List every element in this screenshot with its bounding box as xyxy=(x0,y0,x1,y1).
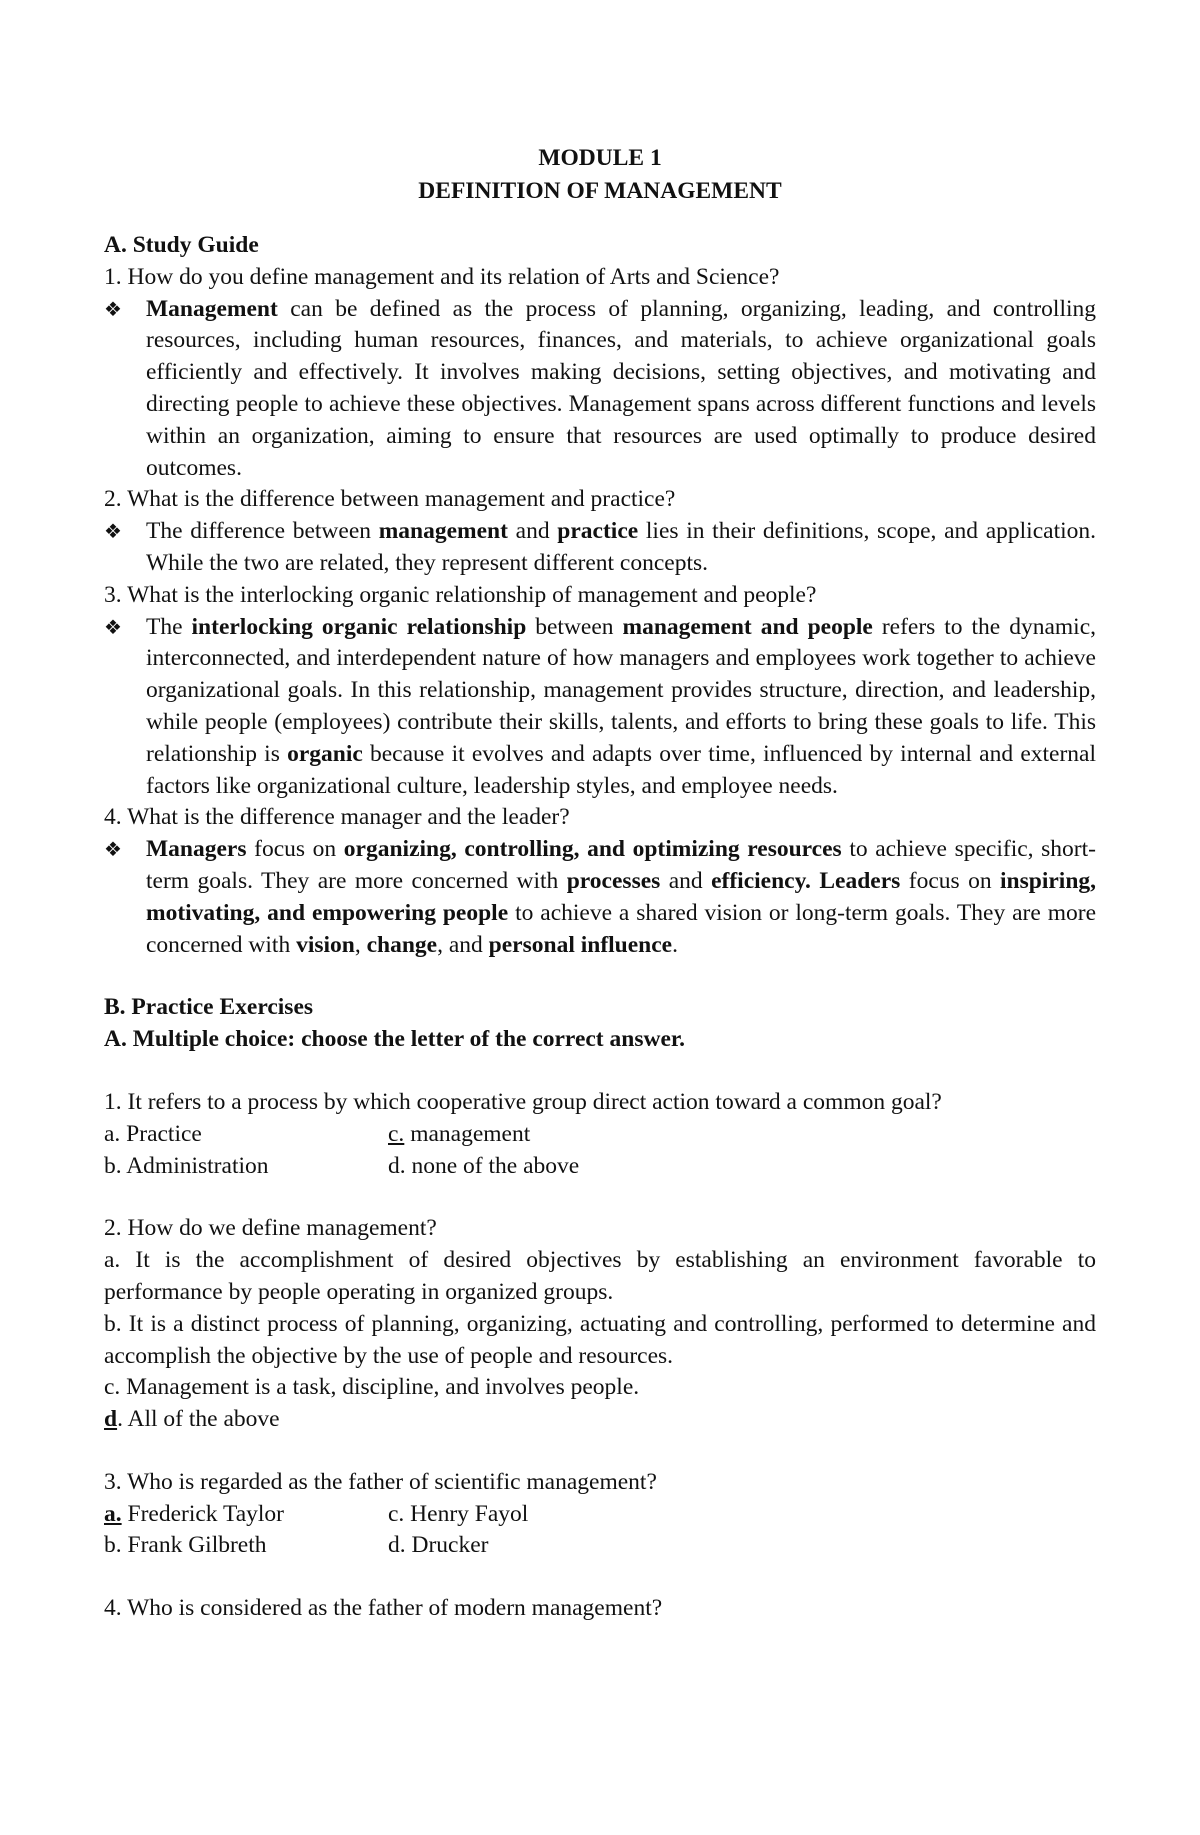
answer-3-text: because it evolves and adapts over time, influenced by internal and external factors like organizational culture, leadership styles, and employee needs. xyxy=(146,740,1096,799)
practice-instruction: A. Multiple choice: choose the letter of the correct answer. xyxy=(104,1026,686,1053)
answer-3 xyxy=(104,612,1096,803)
diamond-bullet-icon: ❖ xyxy=(104,519,122,544)
answer-3-bold: management and people xyxy=(622,613,873,640)
answer-4 xyxy=(104,834,1096,961)
answer-4-bold: processes xyxy=(566,867,661,894)
question-4: 4. What is the difference manager and the leader? xyxy=(104,804,570,831)
question-3: 3. What is the interlocking organic relationship of management and people? xyxy=(104,581,817,608)
answer-3-text: refers to the dynamic, interconnected, and interdependent nature of how managers and employees work together to achieve organizational goals. In this relationship, management provides structure, direction, and leadership, while people (employees) contribute their skills, talents, and efforts to bring these goals to life. This relationship is xyxy=(146,613,1096,767)
mc-option: a. It is the accomplishment of desired objectives by establishing an environment favorable to performance by people operating in organized groups. xyxy=(104,1247,1096,1305)
answer-3-text: The xyxy=(146,613,192,640)
diamond-bullet-icon: ❖ xyxy=(104,614,122,639)
mc-option-text: management xyxy=(404,1120,531,1147)
mc-option: a. Practice xyxy=(104,1120,202,1147)
answer-4-text: to achieve specific, short-term goals. They are more concerned with xyxy=(146,836,1096,894)
mc-option xyxy=(104,1499,388,1531)
mc-option: c. Management is a task, discipline, and involves people. xyxy=(104,1374,640,1401)
mc-option: d. Drucker xyxy=(388,1532,489,1559)
mc-question-1: 1. It refers to a process by which cooperative group direct action toward a common goal? xyxy=(104,1088,942,1115)
diamond-bullet-icon: ❖ xyxy=(104,837,122,862)
mc-option: b. Administration xyxy=(104,1152,269,1179)
mc-option-text: . All of the above xyxy=(117,1406,280,1433)
mc-options-row xyxy=(104,1530,1096,1562)
answer-4-text: , xyxy=(354,931,367,958)
answer-2-text: and xyxy=(507,518,558,545)
answer-3-text: between xyxy=(526,613,623,640)
answer-4-bold: efficiency. xyxy=(711,867,811,894)
module-subtitle: DEFINITION OF MANAGEMENT xyxy=(418,178,782,204)
mc-option: c. Henry Fayol xyxy=(388,1500,529,1527)
mc-option xyxy=(388,1119,530,1151)
study-guide-heading: A. Study Guide xyxy=(104,232,259,258)
answer-1-text: can be defined as the process of planning, organizing, leading, and controlling resources, including human resources, finances, and materials, to achieve organizational goals efficiently and effectively. It involves making decisions, setting objectives, and motivating and directing people to achieve these objectives. Management spans across different functions and levels within an organization, aiming to ensure that resources are used optimally to produce desired outcomes. xyxy=(146,295,1096,481)
mc-option xyxy=(104,1404,1096,1436)
answer-4-bold: Managers xyxy=(146,836,247,863)
answer-4-bold: organizing, controlling, and optimizing resources xyxy=(343,836,842,863)
answer-4-text: focus on xyxy=(900,867,1001,894)
mc-option: b. It is a distinct process of planning, organizing, actuating and controlling, performed to determine and accomplish the objective by the use of people and resources. xyxy=(104,1310,1096,1369)
answer-2-bold: management xyxy=(378,518,508,545)
correct-answer-marker: d xyxy=(104,1406,118,1433)
mc-option: d. none of the above xyxy=(388,1152,580,1179)
question-1: 1. How do you define management and its relation of Arts and Science? xyxy=(104,263,780,290)
mc-question-4: 4. Who is considered as the father of modern management? xyxy=(104,1595,663,1622)
answer-4-text: to achieve a shared vision or long-term goals. They are more concerned with xyxy=(146,899,1097,958)
answer-2-bold: practice xyxy=(557,518,639,545)
correct-answer-marker: c. xyxy=(388,1120,405,1147)
mc-question-2: 2. How do we define management? xyxy=(104,1215,437,1242)
mc-question-3: 3. Who is regarded as the father of scientific management? xyxy=(104,1468,657,1495)
mc-options-row xyxy=(104,1119,1096,1151)
mc-options-row xyxy=(104,1499,1096,1531)
document-page xyxy=(104,142,1096,1625)
answer-3-bold: interlocking organic relationship xyxy=(191,613,527,640)
answer-4-bold: Leaders xyxy=(819,867,901,894)
diamond-bullet-icon: ❖ xyxy=(104,296,122,321)
answer-2 xyxy=(104,516,1096,580)
answer-4-text: . xyxy=(672,931,678,958)
answer-4-text: focus on xyxy=(246,836,344,863)
question-2: 2. What is the difference between management and practice? xyxy=(104,486,676,513)
answer-4-bold: inspiring, motivating, and empowering people xyxy=(146,867,1097,926)
answer-1 xyxy=(104,294,1096,485)
practice-heading: B. Practice Exercises xyxy=(104,994,314,1021)
correct-answer-marker: a. xyxy=(104,1500,122,1527)
answer-3-bold: organic xyxy=(287,740,363,767)
mc-options-row xyxy=(104,1151,1096,1183)
mc-option-text: Frederick Taylor xyxy=(121,1500,284,1527)
answer-2-text: lies in their definitions, scope, and application. While the two are related, they represent different concepts. xyxy=(146,518,1097,576)
answer-4-text: , and xyxy=(437,931,489,958)
mc-option: b. Frank Gilbreth xyxy=(104,1532,267,1559)
answer-4-bold: vision xyxy=(296,931,355,958)
answer-4-bold: change xyxy=(366,931,438,958)
answer-1-bold: Management xyxy=(146,295,278,322)
answer-2-text: The difference between xyxy=(146,518,379,545)
module-title: MODULE 1 xyxy=(538,145,662,171)
answer-4-text: and xyxy=(660,867,712,894)
answer-4-bold: personal influence xyxy=(488,931,673,958)
